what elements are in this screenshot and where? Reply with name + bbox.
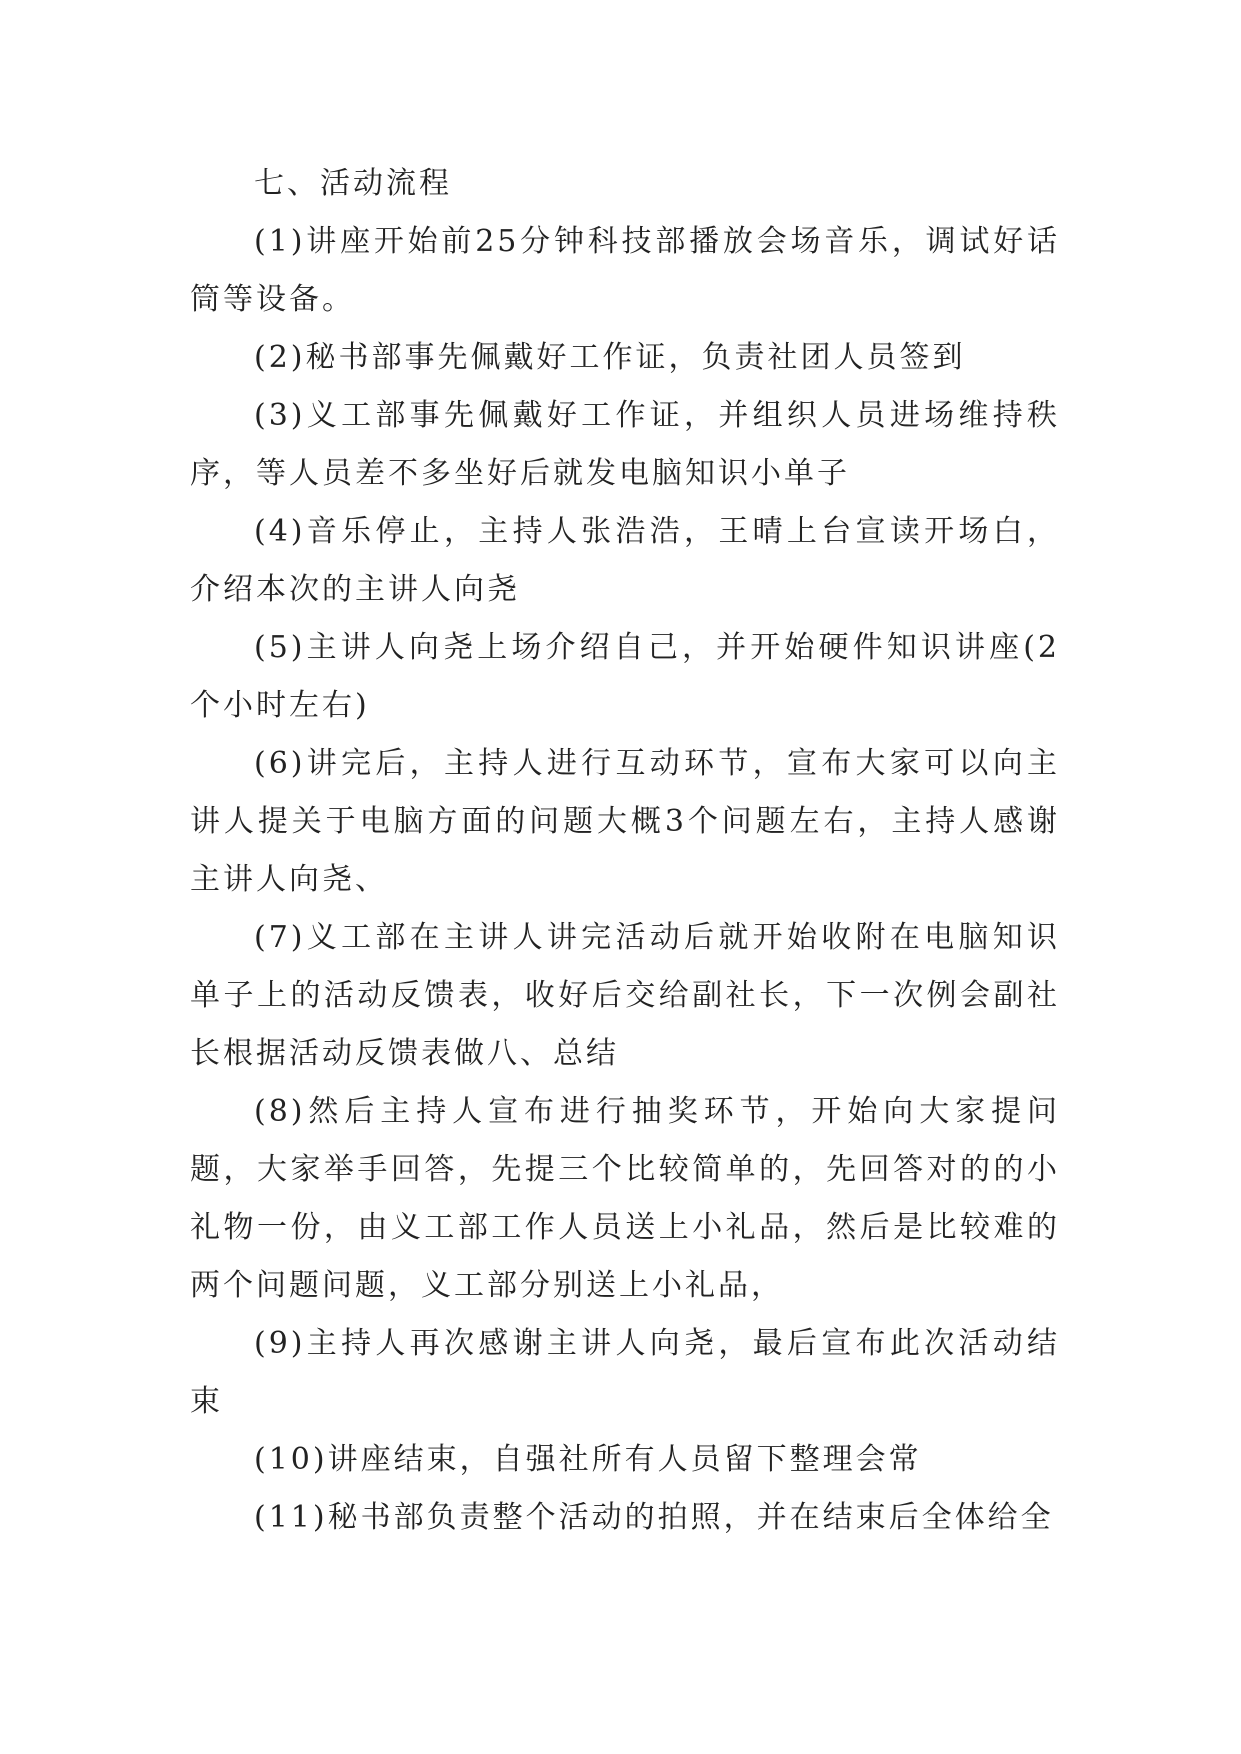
section-heading: 七、活动流程 (254, 166, 452, 201)
step-paragraph-7: (7)义工部在主讲人讲完活动后就开始收附在电脑知识单子上的活动反馈表，收好后交给副社长，下一次例会副社长根据活动反馈表做八、总结 (190, 920, 1060, 1071)
step-paragraph-11: (11)秘书部负责整个活动的拍照，并在结束后全体给全 (254, 1500, 1054, 1535)
step-paragraph-4: (4)音乐停止，主持人张浩浩，王晴上台宣读开场白，介绍本次的主讲人向尧 (190, 514, 1060, 607)
step-paragraph-6: (6)讲完后，主持人进行互动环节，宣布大家可以向主讲人提关于电脑方面的问题大概3个问题左右，主持人感谢主讲人向尧、 (190, 746, 1060, 897)
step-paragraph-3: (3)义工部事先佩戴好工作证，并组织人员进场维持秩序，等人员差不多坐好后就发电脑知识小单子 (190, 398, 1060, 491)
step-paragraph-8: (8)然后主持人宣布进行抽奖环节，开始向大家提问题，大家举手回答，先提三个比较简单的，先回答对的的小礼物一份，由义工部工作人员送上小礼品，然后是比较难的两个问题问题，义工部分别送上小礼品， (190, 1094, 1060, 1303)
step-paragraph-9: (9)主持人再次感谢主讲人向尧，最后宣布此次活动结束 (190, 1326, 1060, 1419)
step-paragraph-1: (1)讲座开始前25分钟科技部播放会场音乐，调试好话筒等设备。 (190, 224, 1060, 317)
step-paragraph-2: (2)秘书部事先佩戴好工作证，负责社团人员签到 (254, 340, 966, 375)
body-text (190, 155, 1060, 1547)
step-paragraph-5: (5)主讲人向尧上场介绍自己，并开始硬件知识讲座(2个小时左右) (190, 630, 1060, 723)
step-paragraph-10: (10)讲座结束，自强社所有人员留下整理会常 (254, 1442, 922, 1477)
